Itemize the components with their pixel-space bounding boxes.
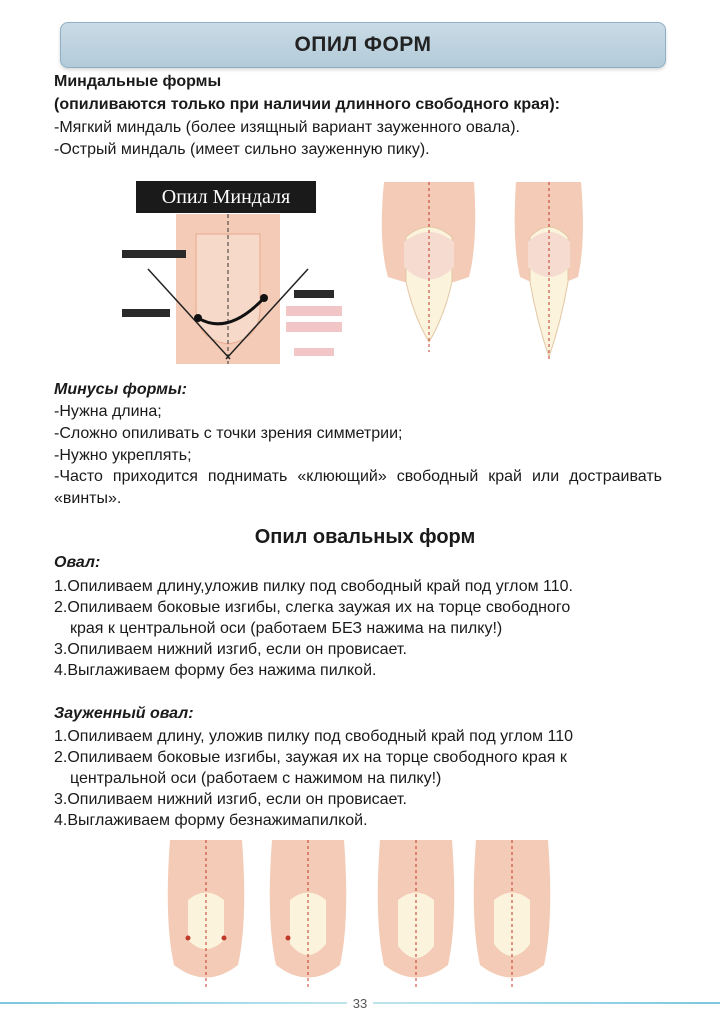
- label-tag-3: [294, 290, 334, 298]
- soft-almond-nail: [382, 182, 475, 352]
- narrow-oval-heading: Зауженный овал:: [54, 705, 194, 722]
- narrow-oval-list: [54, 726, 684, 831]
- oval-section-title: Опил овальных форм: [254, 526, 476, 548]
- label-tag-2: [122, 309, 170, 317]
- narrow-oval-item-2: 2.Опиливаем боковые изгибы, заужая их на торце свободного края к: [54, 749, 567, 766]
- oval-nail-1: [168, 840, 245, 990]
- oval-item-2: 2.Опиливаем боковые изгибы, слегка заужая их на торце свободного: [54, 599, 571, 616]
- minuses-line-4: -Часто приходится поднимать «клюющий» свободный край или достраивать «винты».: [54, 468, 662, 507]
- oval-nail-2: [270, 840, 347, 990]
- oval-item-4: 4.Выглаживаем форму без нажима пилкой.: [54, 662, 377, 679]
- page-number-wrap: [0, 996, 720, 1011]
- minuses-line-1: -Нужна длина;: [54, 403, 162, 420]
- minuses-heading: Минусы формы:: [54, 381, 187, 398]
- narrow-oval-item-1: 1.Опиливаем длину, уложив пилку под свободный край под углом 110: [54, 728, 573, 745]
- page-number: 33: [347, 996, 373, 1011]
- minuses-line-3: -Нужно укреплять;: [54, 447, 192, 464]
- minuses-line-2: -Сложно опиливать с точки зрения симметрии;: [54, 425, 403, 442]
- page-title-bar: [60, 22, 666, 68]
- almond-heading: Миндальные формы: [54, 73, 222, 90]
- oval-item-1: 1.Опиливаем длину,уложив пилку под свободный край под углом 110.: [54, 578, 573, 595]
- almond-nail-illustrations: [374, 182, 664, 362]
- oval-item-2-cont: края к центральной оси (работаем БЕЗ нажима на пилку!): [70, 620, 503, 637]
- almond-line-2: -Острый миндаль (имеет сильно зауженную пику).: [54, 141, 430, 158]
- almond-diagram: [118, 214, 348, 374]
- oval-nail-3: [378, 840, 455, 990]
- oval-nail-4: [474, 840, 551, 990]
- sharp-almond-nail: [515, 182, 583, 362]
- label-tag-1: [122, 250, 186, 258]
- narrow-oval-item-2-cont: центральной оси (работаем с нажимом на пилку!): [70, 770, 442, 787]
- label-tag-6: [294, 348, 334, 356]
- oval-item-3: 3.Опиливаем нижний изгиб, если он провисает.: [54, 641, 407, 658]
- almond-subheading: (опиливаются только при наличии длинного свободного края):: [54, 96, 561, 113]
- label-tag-4: [286, 306, 342, 316]
- narrow-oval-item-4: 4.Выглаживаем форму безнажимапилкой.: [54, 812, 368, 829]
- almond-diagram-title: Опил Миндаля: [136, 181, 316, 213]
- narrow-oval-item-3: 3.Опиливаем нижний изгиб, если он провисает.: [54, 791, 407, 808]
- oval-heading: Овал:: [54, 554, 101, 571]
- oval-list: [54, 576, 684, 681]
- page-title: ОПИЛ ФОРМ: [294, 33, 432, 56]
- almond-line-1: -Мягкий миндаль (более изящный вариант зауженного овала).: [54, 119, 520, 136]
- oval-nail-illustrations: [166, 840, 556, 990]
- label-tag-5: [286, 322, 342, 332]
